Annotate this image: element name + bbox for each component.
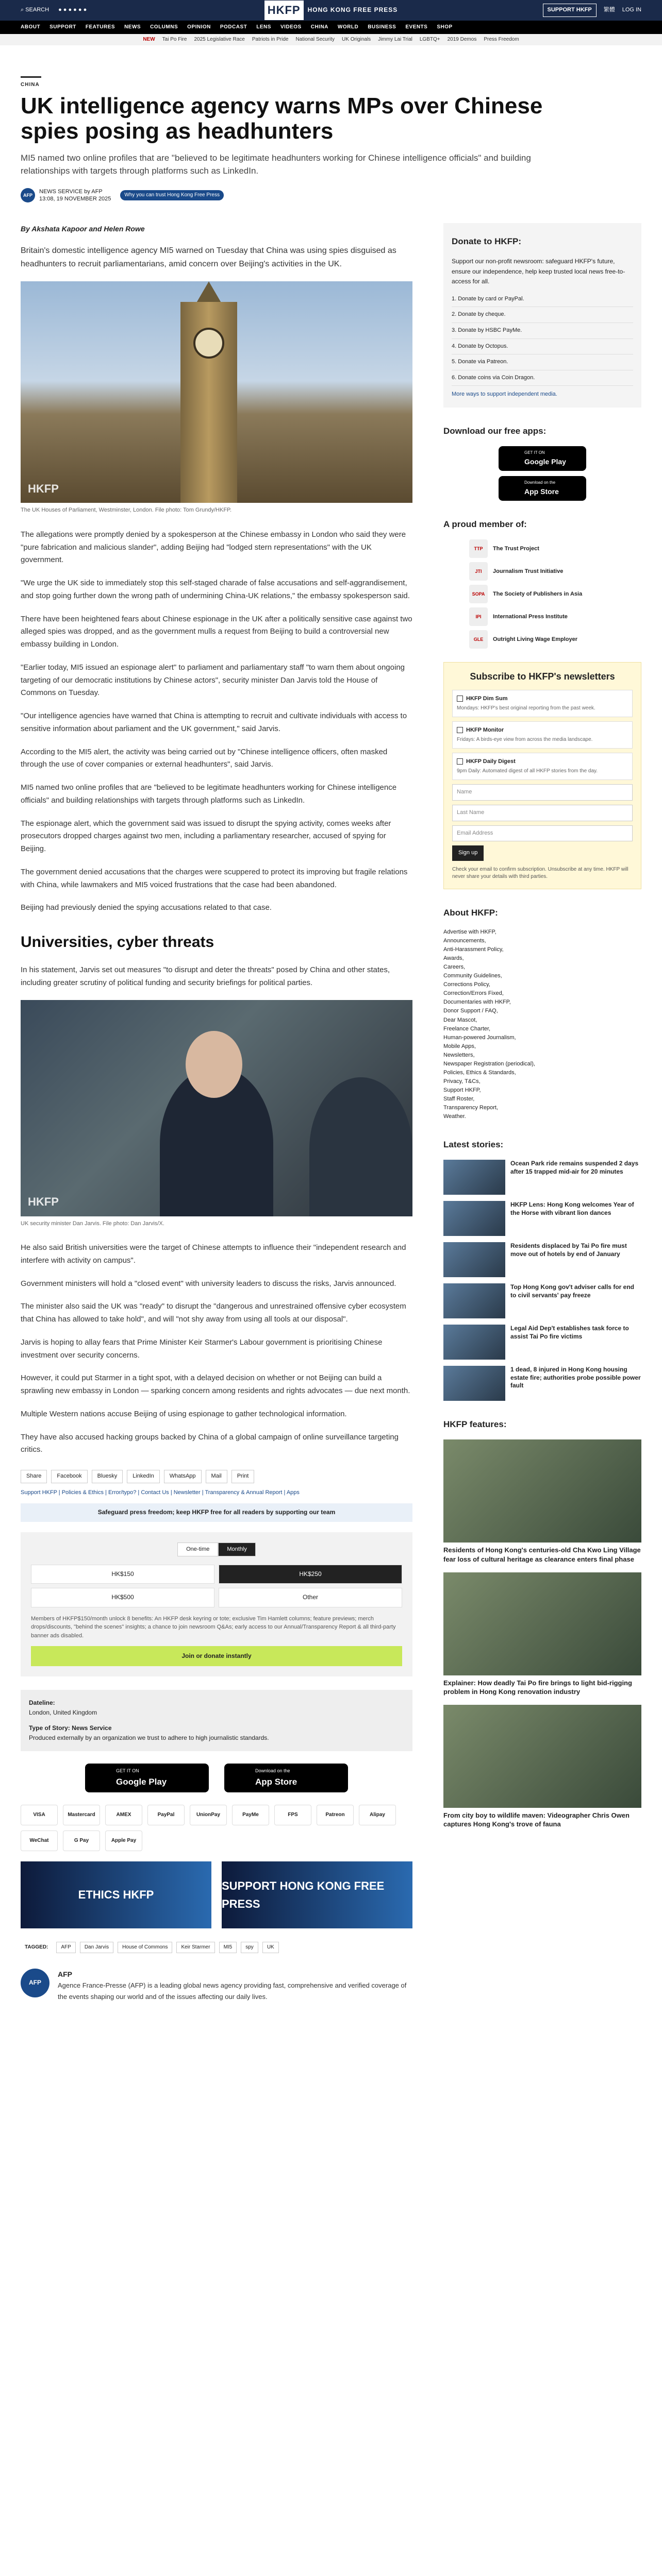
checkbox-icon[interactable] bbox=[457, 696, 463, 702]
newsletter-fineprint: Check your email to confirm subscription. Unsubscribe at any time. HKFP will never share your details with third parties. bbox=[452, 866, 628, 879]
member-logo: IPI bbox=[469, 607, 488, 626]
newsletter-option[interactable] bbox=[452, 753, 633, 780]
paragraph: Government ministers will hold a "closed event" with university leaders to discuss the risks, Jarvis announced. bbox=[21, 1279, 396, 1288]
about-link[interactable]: Human-powered Journalism, bbox=[443, 1034, 516, 1041]
share-bluesky-button[interactable]: Bluesky bbox=[92, 1470, 123, 1483]
photo-caption: UK security minister Dan Jarvis. File photo: Dan Jarvis/X. bbox=[21, 1220, 164, 1227]
donate-item[interactable]: 2. Donate by cheque. bbox=[452, 307, 633, 323]
more-ways-link[interactable]: More ways to support independent media. bbox=[452, 391, 557, 398]
about-link[interactable]: Donor Support / FAQ, bbox=[443, 1008, 498, 1014]
about-link[interactable]: Freelance Charter, bbox=[443, 1025, 491, 1032]
site-logo[interactable] bbox=[237, 1, 425, 20]
newsletter-desc: Mondays: HKFP's best original reporting from the past week. bbox=[457, 705, 595, 711]
about-link[interactable]: Corrections Policy, bbox=[443, 981, 490, 988]
badge-small: GET IT ON bbox=[116, 1768, 139, 1774]
source-avatar[interactable]: AFP bbox=[21, 188, 35, 202]
about-link[interactable]: Mobile Apps, bbox=[443, 1043, 476, 1049]
email-field[interactable]: Email Address bbox=[452, 825, 633, 842]
share-linkedin-button[interactable]: LinkedIn bbox=[127, 1470, 160, 1483]
nav-item[interactable]: BUSINESS bbox=[368, 24, 396, 30]
payment-icon[interactable]: Mastercard bbox=[63, 1805, 100, 1825]
latest-headline[interactable]: Legal Aid Dep't establishes task force to assist Tai Po fire victims bbox=[510, 1325, 629, 1340]
paragraph: MI5 named two online profiles that are "believed to be legitimate headhunters working for Chinese intelligence officials" and building relationships with targets through platforms such as LinkedIn. bbox=[21, 783, 397, 805]
trending-label: NEW bbox=[143, 37, 155, 42]
member-benefits: Members of HKFP$150/month unlock 8 benefits: An HKFP desk keyring or tote; exclusive Tim Hamlett columns; feature previews; merch drops/discounts, "behind the scenes" insights; a chance to join newsroom Q&As; early access to our Annual/Transparency Report & all third-party banner ads disabled. bbox=[31, 1615, 396, 1639]
member-org[interactable] bbox=[469, 539, 641, 558]
paragraph: "Earlier today, MI5 issued an espionage alert" to parliament and parliamentary staff "to warn them about ongoing targeting of our democratic institutions by Chinese actors", security minister Dan Jarvis told the House of Commons on Tuesday. bbox=[21, 663, 405, 698]
about-link[interactable]: Anti-Harassment Policy, bbox=[443, 946, 504, 953]
newsletter-title: Subscribe to HKFP's newsletters bbox=[470, 671, 615, 682]
byline: By Akshata Kapoor and Helen Rowe bbox=[21, 225, 145, 233]
about-link[interactable]: Staff Roster, bbox=[443, 1095, 475, 1102]
one-time-tab[interactable]: One-time bbox=[177, 1543, 218, 1557]
section-heading: Universities, cyber threats bbox=[21, 934, 214, 951]
tag-list bbox=[21, 1942, 412, 1953]
feature-image bbox=[443, 1705, 641, 1808]
about-link[interactable]: Announcements, bbox=[443, 938, 486, 944]
badge-name: App Store bbox=[255, 1776, 297, 1787]
share-label: Share bbox=[21, 1470, 47, 1483]
trust-pill[interactable]: Why you can trust Hong Kong Free Press bbox=[120, 190, 224, 200]
member-logo: SOPA bbox=[469, 585, 488, 603]
photo-watermark: HKFP bbox=[28, 1195, 59, 1209]
newsletter-name: HKFP Dim Sum bbox=[466, 695, 508, 702]
badge-small: GET IT ON bbox=[524, 450, 545, 455]
member-logo: TTP bbox=[469, 539, 488, 558]
amount-option[interactable]: HK$500 bbox=[31, 1588, 214, 1607]
member-name: Outright Living Wage Employer bbox=[493, 636, 577, 642]
trending-item[interactable]: Tai Po Fire bbox=[162, 37, 187, 42]
about-link[interactable]: Newspaper Registration (periodical), bbox=[443, 1060, 535, 1067]
paragraph: Multiple Western nations accuse Beijing of using espionage to gather technological information. bbox=[21, 1409, 347, 1418]
main-nav bbox=[0, 21, 662, 34]
paragraph: The espionage alert, which the government said was issued to disrupt the spying activity, comes weeks after prosecutors dropped charges against two men, including a parliamentary researcher, accused of spying for Beijing. bbox=[21, 819, 391, 854]
features-title: HKFP features: bbox=[443, 1419, 507, 1430]
nav-item[interactable]: ABOUT bbox=[21, 24, 41, 30]
feature-item[interactable] bbox=[443, 1439, 641, 1564]
donate-title: Donate to HKFP: bbox=[452, 236, 522, 247]
share-print-button[interactable]: Print bbox=[231, 1470, 255, 1483]
google-play-badge[interactable] bbox=[499, 446, 586, 471]
donation-widget bbox=[21, 1532, 412, 1677]
search-button[interactable]: ⌕ SEARCH bbox=[21, 7, 49, 13]
nav-item[interactable]: VIDEOS bbox=[280, 24, 302, 30]
tag[interactable]: UK bbox=[262, 1942, 279, 1953]
logo-mark: HKFP bbox=[264, 1, 304, 20]
member-org[interactable] bbox=[469, 630, 641, 649]
safeguard-banner[interactable]: Safeguard press freedom; keep HKFP free for all readers by supporting our team bbox=[21, 1503, 412, 1521]
newsletter-name: HKFP Daily Digest bbox=[466, 758, 516, 765]
about-list bbox=[443, 928, 641, 1121]
checkbox-icon[interactable] bbox=[457, 727, 463, 733]
dateline-value: London, United Kingdom bbox=[29, 1709, 97, 1717]
dateline-box bbox=[21, 1690, 412, 1751]
source-label[interactable]: NEWS SERVICE by AFP bbox=[39, 188, 103, 195]
paragraph: According to the MI5 alert, the activity was being carried out by "Chinese intelligence officers, often masked through the use of cover companies or external headhunters", said Jarvis. bbox=[21, 747, 388, 769]
photo-watermark: HKFP bbox=[28, 482, 59, 496]
feature-image bbox=[443, 1572, 641, 1675]
latest-headline[interactable]: HKFP Lens: Hong Kong welcomes Year of the Horse with vibrant lion dances bbox=[510, 1201, 634, 1216]
latest-thumbnail bbox=[443, 1283, 505, 1318]
latest-item[interactable] bbox=[443, 1242, 641, 1277]
amount-options bbox=[31, 1565, 402, 1607]
social-icons[interactable]: ● ● ● ● ● ● bbox=[58, 7, 87, 13]
payment-icon[interactable]: AMEX bbox=[105, 1805, 142, 1825]
donate-list bbox=[452, 292, 633, 386]
member-name: The Society of Publishers in Asia bbox=[493, 590, 583, 597]
paragraph: The minister also said the UK was "ready" to disrupt the "dangerous and unrestrained offensive cyber ecosystem that China has allowed to take hold", and will "not shy away from using all tools at our disposal". bbox=[21, 1302, 406, 1324]
login-link[interactable]: LOG IN bbox=[622, 7, 641, 13]
paragraph: "Our intelligence agencies have warned that China is attempting to recruit and cultivate individuals with access to sensitive information about parliament and the UK government," said Jarvis. bbox=[21, 711, 407, 733]
tags-label: TAGGED: bbox=[25, 1944, 48, 1951]
latest-thumbnail bbox=[443, 1366, 505, 1401]
trending-bar bbox=[0, 34, 662, 45]
trending-item[interactable]: 2025 Legislative Race bbox=[194, 37, 245, 42]
about-link[interactable]: Awards, bbox=[443, 955, 464, 962]
about-title: About HKFP: bbox=[443, 907, 498, 918]
monthly-tab[interactable]: Monthly bbox=[218, 1543, 256, 1557]
payment-methods bbox=[21, 1805, 412, 1851]
share-whatsapp-button[interactable]: WhatsApp bbox=[164, 1470, 202, 1483]
about-link[interactable]: Advertise with HKFP, bbox=[443, 929, 496, 936]
nav-item[interactable]: EVENTS bbox=[405, 24, 428, 30]
paragraph: "We urge the UK side to immediately stop this self-staged charade of false accusations and self-aggrandisement, and stop going further down the wrong path of undermining China-UK relations," the embassy spokesperson said. bbox=[21, 579, 410, 600]
nav-item[interactable]: SHOP bbox=[437, 24, 453, 30]
member-name: Journalism Trust Initiative bbox=[493, 568, 564, 574]
paragraph: In his statement, Jarvis set out measures "to disrupt and deter the threats" posed by China and other states, including greater scrutiny of political funding and security briefings for political parties. bbox=[21, 965, 390, 987]
trending-item[interactable]: National Security bbox=[295, 37, 335, 42]
donate-item[interactable]: 5. Donate via Patreon. bbox=[452, 354, 633, 370]
trending-item[interactable]: Jimmy Lai Trial bbox=[378, 37, 412, 42]
donate-item[interactable]: 3. Donate by HSBC PayMe. bbox=[452, 323, 633, 339]
about-link[interactable]: Correction/Errors Fixed, bbox=[443, 990, 504, 997]
article-subtitle: MI5 named two online profiles that are "believed to be legitimate headhunters working for Chinese intelligence officials" and building relationships with targets through platforms such as LinkedIn. bbox=[21, 152, 531, 176]
amount-option[interactable]: HK$150 bbox=[31, 1565, 214, 1584]
badge-name: App Store bbox=[524, 487, 559, 496]
member-org[interactable] bbox=[469, 585, 641, 603]
latest-thumbnail bbox=[443, 1242, 505, 1277]
newsletter-option[interactable] bbox=[452, 721, 633, 749]
frequency-toggle bbox=[31, 1543, 402, 1557]
tag[interactable]: House of Commons bbox=[118, 1942, 172, 1953]
category-label[interactable]: CHINA bbox=[21, 82, 40, 88]
member-title: A proud member of: bbox=[443, 519, 527, 530]
share-facebook-button[interactable]: Facebook bbox=[51, 1470, 87, 1483]
person-figure bbox=[309, 1077, 412, 1216]
latest-headline[interactable]: Ocean Park ride remains suspended 2 days after 15 trapped mid-air for 20 minutes bbox=[510, 1160, 639, 1175]
amount-option[interactable]: HK$250 bbox=[219, 1565, 402, 1584]
newsletter-name: HKFP Monitor bbox=[466, 727, 504, 734]
latest-thumbnail bbox=[443, 1201, 505, 1236]
paragraph: Britain's domestic intelligence agency MI5 warned on Tuesday that China was using spies disguised as headhunters to recruit parliamentarians, amid concern over Beijing's activities in the UK. bbox=[21, 246, 396, 268]
member-name: International Press Institute bbox=[493, 613, 568, 620]
ethics-banner[interactable]: ETHICS HKFP bbox=[21, 1861, 211, 1928]
latest-thumbnail bbox=[443, 1160, 505, 1195]
tag[interactable]: MI5 bbox=[219, 1942, 237, 1953]
newsletter-desc: 9pm Daily: Automated digest of all HKFP stories from the day. bbox=[457, 768, 598, 774]
latest-item[interactable] bbox=[443, 1160, 641, 1195]
badge-small: Download on the bbox=[524, 480, 556, 485]
tag[interactable]: spy bbox=[241, 1942, 258, 1953]
feature-headline[interactable]: From city boy to wildlife maven: Videographer Chris Owen captures Hong Kong's trove of fauna bbox=[443, 1811, 630, 1828]
category-rule bbox=[21, 76, 41, 78]
dateline-label: Dateline: bbox=[29, 1699, 55, 1707]
promo-banners bbox=[21, 1861, 412, 1928]
members-panel bbox=[443, 514, 641, 649]
newsletter-desc: Fridays: A birds-eye view from across the media landscape. bbox=[457, 736, 593, 742]
author-bio: Agence France-Presse (AFP) is a leading global news agency providing fast, comprehensive and verified coverage of the events shaping our world and of the issues affecting our daily lives. bbox=[58, 1981, 407, 2001]
member-logo: JTI bbox=[469, 562, 488, 581]
signup-button[interactable]: Sign up bbox=[452, 845, 484, 861]
clock-face bbox=[193, 328, 224, 359]
about-panel bbox=[443, 903, 641, 1121]
sidebar bbox=[443, 223, 641, 2023]
top-bar bbox=[0, 0, 662, 21]
about-link[interactable]: Support HKFP, bbox=[443, 1087, 481, 1093]
google-play-badge[interactable] bbox=[85, 1764, 209, 1792]
latest-item[interactable] bbox=[443, 1201, 641, 1236]
paragraph: There have been heightened fears about Chinese espionage in the UK after a politically sensitive case against two alleged spies was dropped, and as the government mulls a request from Beijing to build a controversial new embassy building in London. bbox=[21, 614, 412, 649]
nav-item[interactable]: WORLD bbox=[337, 24, 359, 30]
payment-icon[interactable]: WeChat bbox=[21, 1831, 58, 1851]
about-link[interactable]: Community Guidelines, bbox=[443, 973, 502, 979]
about-link[interactable]: Privacy, T&Cs, bbox=[443, 1078, 481, 1084]
nav-item[interactable]: PODCAST bbox=[220, 24, 247, 30]
tag[interactable]: AFP bbox=[56, 1942, 75, 1953]
app-badges bbox=[21, 1764, 412, 1792]
share-bar bbox=[21, 1470, 412, 1483]
payment-icon[interactable]: UnionPay bbox=[190, 1805, 227, 1825]
paragraph: They have also accused hacking groups backed by China of a global campaign of online surveillance targeting critics. bbox=[21, 1432, 399, 1454]
feature-item[interactable] bbox=[443, 1572, 641, 1697]
member-name: The Trust Project bbox=[493, 545, 539, 552]
paragraph: However, it could put Starmer in a tight spot, with a delayed decision on whether or not Beijing can build a sprawling new embassy in London — sparking concern among residents and rights advocates — due next month. bbox=[21, 1374, 410, 1396]
story-type-value: Produced externally by an organization we trust to adhere to high journalistic standards. bbox=[29, 1734, 269, 1741]
trending-item[interactable]: Press Freedom bbox=[484, 37, 519, 42]
feature-image bbox=[443, 1439, 641, 1543]
newsletter-option[interactable] bbox=[452, 690, 633, 717]
app-store-badge[interactable] bbox=[499, 476, 586, 501]
payment-icon[interactable]: Alipay bbox=[359, 1805, 396, 1825]
latest-item[interactable] bbox=[443, 1325, 641, 1360]
nav-item[interactable]: COLUMNS bbox=[150, 24, 178, 30]
about-link[interactable]: Careers, bbox=[443, 964, 466, 971]
last-name-field[interactable]: Last Name bbox=[452, 805, 633, 821]
publish-date: 13:08, 19 NOVEMBER 2025 bbox=[39, 195, 111, 202]
photo-caption: The UK Houses of Parliament, Westminster, London. File photo: Tom Grundy/HKFP. bbox=[21, 507, 232, 514]
article-body bbox=[21, 223, 412, 2023]
payment-icon[interactable]: FPS bbox=[274, 1805, 311, 1825]
latest-headline[interactable]: Top Hong Kong gov't adviser calls for end to civil servants' pay freeze bbox=[510, 1283, 634, 1299]
paragraph: Beijing had previously denied the spying accusations related to that case. bbox=[21, 903, 272, 912]
nav-item[interactable]: NEWS bbox=[124, 24, 141, 30]
nav-item[interactable]: LENS bbox=[256, 24, 271, 30]
about-link[interactable]: Weather. bbox=[443, 1113, 466, 1120]
latest-title: Latest stories: bbox=[443, 1140, 504, 1150]
trending-item[interactable]: 2019 Demos bbox=[447, 37, 477, 42]
latest-thumbnail bbox=[443, 1325, 505, 1360]
donate-item[interactable]: 4. Donate by Octopus. bbox=[452, 339, 633, 355]
app-store-badge[interactable] bbox=[224, 1764, 348, 1792]
badge-name: Google Play bbox=[524, 457, 566, 466]
about-link[interactable]: Dear Mascot, bbox=[443, 1016, 477, 1023]
latest-headline[interactable]: 1 dead, 8 injured in Hong Kong housing estate fire; authorities probe possible power fault bbox=[510, 1366, 641, 1389]
trending-item[interactable]: LGBTQ+ bbox=[419, 37, 440, 42]
member-org[interactable] bbox=[469, 562, 641, 581]
story-type-label: Type of Story: News Service bbox=[29, 1724, 112, 1732]
language-link[interactable]: 繁體 bbox=[603, 7, 615, 13]
trending-item[interactable]: UK Originals bbox=[342, 37, 371, 42]
footer-links[interactable]: Support HKFP | Policies & Ethics | Error/typo? | Contact Us | Newsletter | Transparency & Annual Report | Apps bbox=[21, 1489, 300, 1496]
latest-item[interactable] bbox=[443, 1283, 641, 1318]
tag[interactable]: Keir Starmer bbox=[176, 1942, 214, 1953]
parliament-photo bbox=[21, 281, 412, 503]
latest-item[interactable] bbox=[443, 1366, 641, 1401]
checkbox-icon[interactable] bbox=[457, 758, 463, 765]
donate-panel bbox=[443, 223, 641, 408]
paragraph: Jarvis is hoping to allay fears that Prime Minister Keir Starmer's Labour government is prioritising Chinese investment over security concerns. bbox=[21, 1337, 383, 1360]
author-avatar[interactable]: AFP bbox=[21, 1969, 49, 1997]
about-link[interactable]: Newsletters, bbox=[443, 1052, 475, 1058]
name-field[interactable]: Name bbox=[452, 784, 633, 801]
logo-text: HONG KONG FREE PRESS bbox=[307, 6, 398, 14]
member-org[interactable] bbox=[469, 607, 641, 626]
donate-item[interactable]: 6. Donate coins via Coin Dragon. bbox=[452, 370, 633, 386]
payment-icon[interactable]: PayMe bbox=[232, 1805, 269, 1825]
support-button[interactable]: SUPPORT HKFP bbox=[543, 4, 597, 17]
donate-intro: Support our non-profit newsroom: safeguard HKFP's future, ensure our independence, help keep trusted local news free-to-access for all. bbox=[452, 258, 625, 285]
payment-icon[interactable]: Apple Pay bbox=[105, 1831, 142, 1851]
latest-headline[interactable]: Residents displaced by Tai Po fire must move out of hotels by end of January bbox=[510, 1242, 627, 1258]
trending-item[interactable]: Patriots in Pride bbox=[252, 37, 289, 42]
paragraph: He also said British universities were the target of Chinese attempts to influence their "independent research and interfere with activity on campus". bbox=[21, 1243, 406, 1265]
feature-headline[interactable]: Explainer: How deadly Tai Po fire brings to light bid-rigging problem in Hong Kong renovation industry bbox=[443, 1679, 632, 1696]
nav-item[interactable]: SUPPORT bbox=[49, 24, 76, 30]
paragraph: The allegations were promptly denied by a spokesperson at the Chinese embassy in London who said they were "pure fabrication and malicious slander", adding Beijing had "lodged stern representations" with the UK government. bbox=[21, 530, 406, 565]
jarvis-photo bbox=[21, 1000, 412, 1216]
nav-item[interactable]: FEATURES bbox=[85, 24, 115, 30]
about-link[interactable]: Transparency Report, bbox=[443, 1104, 498, 1111]
badge-name: Google Play bbox=[116, 1776, 167, 1787]
badge-small: Download on the bbox=[255, 1768, 290, 1774]
article-title: UK intelligence agency warns MPs over Chinese spies posing as headhunters bbox=[21, 93, 543, 144]
person-face bbox=[186, 1031, 242, 1098]
payment-icon[interactable]: Patreon bbox=[317, 1805, 354, 1825]
search-label: SEARCH bbox=[25, 7, 49, 13]
support-banner[interactable]: SUPPORT HONG KONG FREE PRESS bbox=[222, 1861, 412, 1928]
payment-icon[interactable]: PayPal bbox=[147, 1805, 185, 1825]
paragraph: The government denied accusations that the charges were scuppered to protect its improving but fragile relations with China, while lawmakers and MI5 voiced frustrations that the case had been abandoned. bbox=[21, 867, 408, 889]
amount-option[interactable]: Other bbox=[219, 1588, 402, 1607]
latest-panel bbox=[443, 1134, 641, 1401]
about-link[interactable]: Policies, Ethics & Standards, bbox=[443, 1069, 516, 1076]
share-mail-button[interactable]: Mail bbox=[206, 1470, 227, 1483]
author-name[interactable]: AFP bbox=[58, 1970, 72, 1979]
author-box bbox=[21, 1969, 412, 2002]
donate-item[interactable]: 1. Donate by card or PayPal. bbox=[452, 292, 633, 308]
payment-icon[interactable]: G Pay bbox=[63, 1831, 100, 1851]
newsletter-panel bbox=[443, 662, 641, 889]
feature-item[interactable] bbox=[443, 1705, 641, 1829]
member-logo: GLE bbox=[469, 630, 488, 649]
tag[interactable]: Dan Jarvis bbox=[80, 1942, 113, 1953]
payment-icon[interactable]: VISA bbox=[21, 1805, 58, 1825]
apps-title: Download our free apps: bbox=[443, 426, 547, 436]
features-panel bbox=[443, 1414, 641, 1828]
apps-panel bbox=[443, 421, 641, 501]
article-meta bbox=[21, 188, 641, 203]
join-button[interactable]: Join or donate instantly bbox=[31, 1646, 402, 1666]
nav-item[interactable]: OPINION bbox=[187, 24, 211, 30]
nav-item[interactable]: CHINA bbox=[310, 24, 328, 30]
about-link[interactable]: Documentaries with HKFP, bbox=[443, 999, 511, 1006]
feature-headline[interactable]: Residents of Hong Kong's centuries-old Cha Kwo Ling Village fear loss of cultural heritage as clearance enters final phase bbox=[443, 1546, 641, 1563]
